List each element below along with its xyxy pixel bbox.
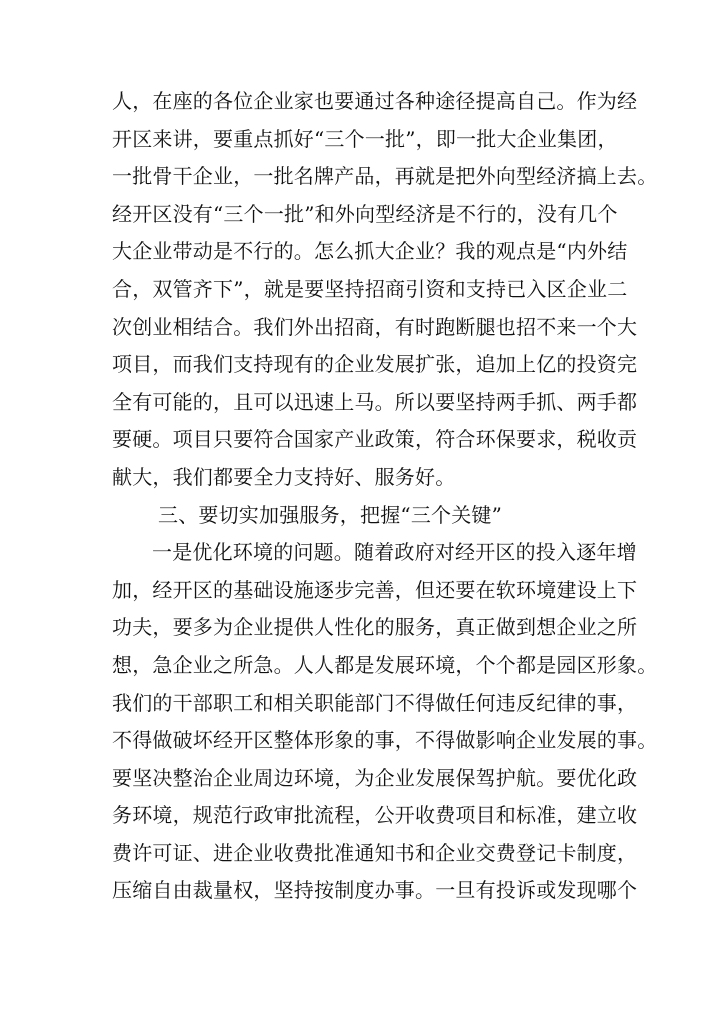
text-line: 加，经开区的基础设施逐步完善，但还要在软环境建设上下 <box>112 577 638 602</box>
text-line: 压缩自由裁量权，坚持按制度办事。一旦有投诉或发现哪个 <box>112 878 638 903</box>
text-line: 经开区没有“三个一批”和外向型经济是不行的，没有几个 <box>112 201 618 226</box>
text-line: 项目，而我们支持现有的企业发展扩张，追加上亿的投资完 <box>112 352 638 377</box>
text-line: 务环境，规范行政审批流程，公开收费项目和标准，建立收 <box>112 803 638 828</box>
text-line: 功夫，要多为企业提供人性化的服务，真正做到想企业之所 <box>112 615 638 640</box>
text-line: 次创业相结合。我们外出招商，有时跑断腿也招不来一个大 <box>112 314 638 339</box>
text-line: 合，双管齐下”，就是要坚持招商引资和支持已入区企业二 <box>112 276 628 301</box>
paragraph-last-line: 献大，我们都要全力支持好、服务好。 <box>112 464 456 489</box>
text-line: 要坚决整治企业周边环境，为企业发展保驾护航。要优化政 <box>112 765 638 790</box>
text-line: 开区来讲，要重点抓好“三个一批”，即一批大企业集团， <box>112 126 618 151</box>
text-line: 全有可能的，且可以迅速上马。所以要坚持两手抓、两手都 <box>112 389 638 414</box>
text-line: 要硬。项目只要符合国家产业政策，符合环保要求，税收贡 <box>112 427 638 452</box>
text-line: 我们的干部职工和相关职能部门不得做任何违反纪律的事， <box>112 690 638 715</box>
document-body <box>112 83 658 910</box>
text-line: 大企业带动是不行的。怎么抓大企业？我的观点是“内外结 <box>112 239 628 264</box>
paragraph-first-line: 一是优化环境的问题。随着政府对经开区的投入逐年增 <box>152 540 637 565</box>
text-line: 不得做破坏经开区整体形象的事，不得做影响企业发展的事。 <box>112 728 658 753</box>
text-line: 一批骨干企业，一批名牌产品，再就是把外向型经济搞上去。 <box>112 164 658 189</box>
text-line: 费许可证、进企业收费批准通知书和企业交费登记卡制度， <box>112 840 638 865</box>
text-line: 人，在座的各位企业家也要通过各种途径提高自己。作为经 <box>112 89 638 113</box>
text-line: 想，急企业之所急。人人都是发展环境，个个都是园区形象。 <box>112 652 658 677</box>
section-heading: 三、要切实加强服务，把握“三个关键” <box>158 502 503 527</box>
